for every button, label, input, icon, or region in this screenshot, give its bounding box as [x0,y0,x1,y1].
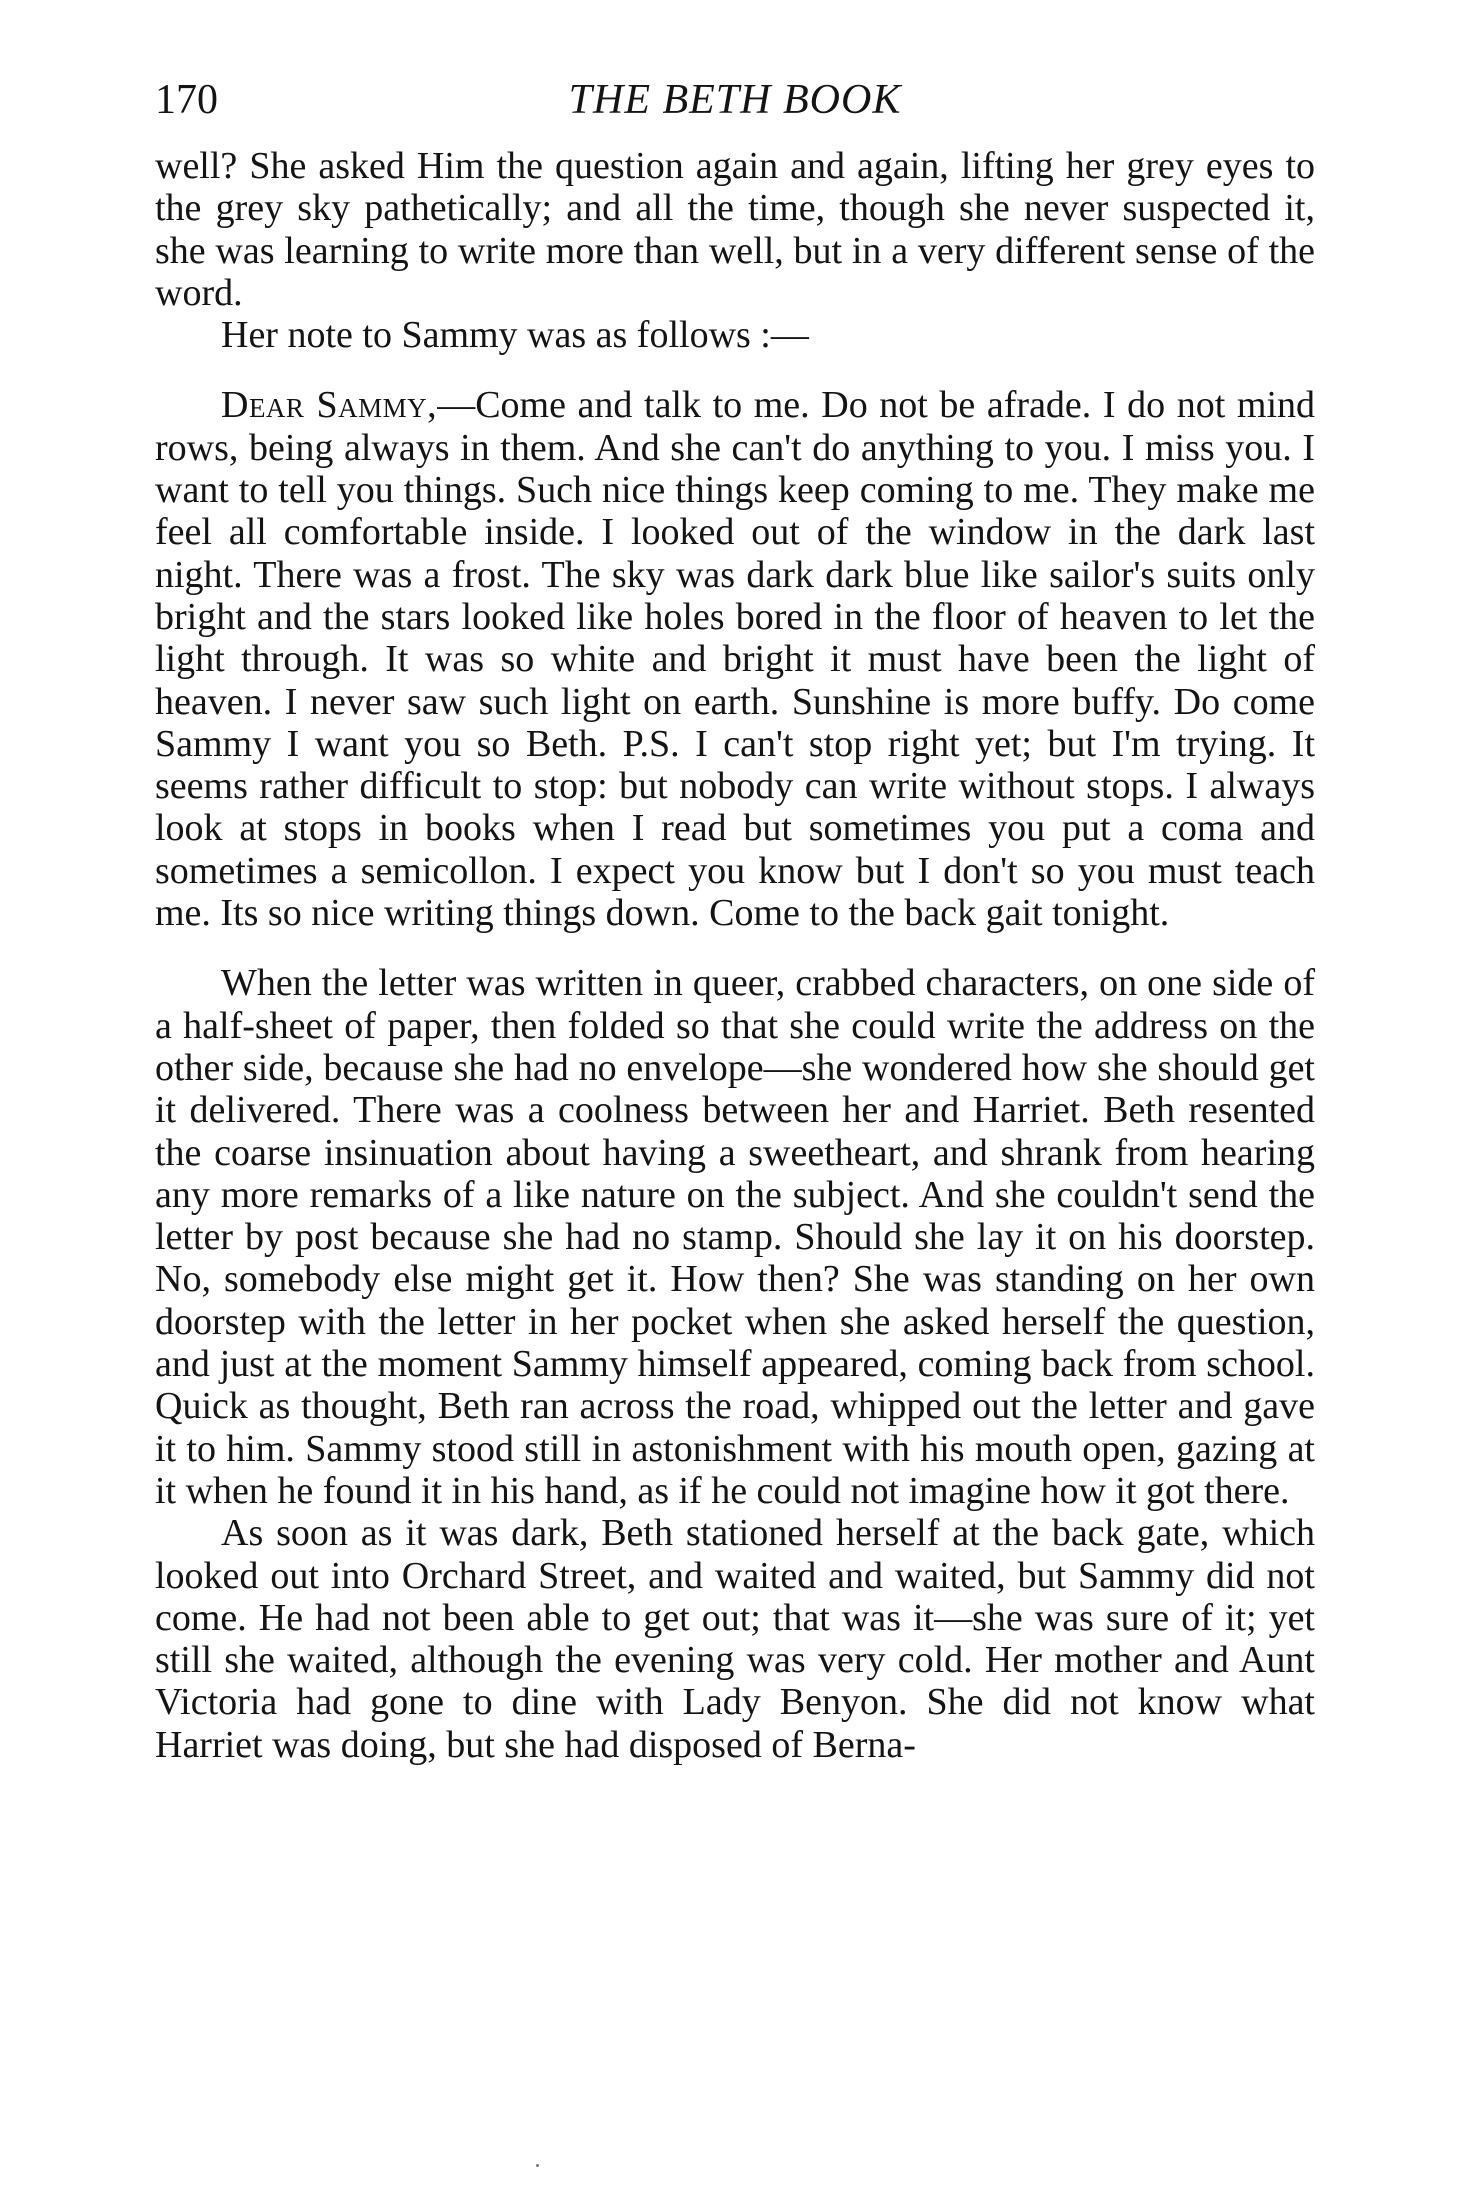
book-title: THE BETH BOOK [568,77,902,123]
paragraph-note-intro: Her note to Sammy was as follows :— [221,314,809,357]
letter-to-sammy [155,384,1315,934]
letter-body: —Come and talk to me. Do not be afrade. I do not mind rows, being always in them. And she can't do anything to you. I miss you. I want to tell you things. Such nice things keep coming to me. They make me feel all comfortable inside. I looked out of the window in the dark last night. There was a frost. The sky was dark dark blue like sailor's suits only bright and the stars looked like holes bored in the floor of heaven to let the light through. It was so white and bright it must have been the light of heaven. I never saw such light on earth. Sunshine is more buffy. Do come Sammy I want you so Beth. P.S. I can't stop right yet; but I'm trying. It seems rather difficult to stop: but nobody can write without stops. I always look at stops in books when I read but sometimes you put a coma and sometimes a semicollon. I expect you know but I don't so you must teach me. Its so nice writing things down. Come to the back gait tonight. [155,384,1315,935]
running-head [155,70,1315,130]
letter-salutation: Dear Sammy, [221,384,438,427]
paragraph-back-gate: As soon as it was dark, Beth stationed herself at the back gate, which looked out into Orchard Street, and waited and waited, but Sammy did not come. He had not been able to get out; that was it—she was sure of it; yet still she waited, although the evening was very cold. Her mother and Aunt Victoria had gone to dine with Lady Benyon. She did not know what Harriet was doing, but she had disposed of Berna- [155,1512,1315,1766]
paragraph-delivery: When the letter was written in queer, crabbed characters, on one side of a half-sheet of paper, then folded so that she could write the address on the other side, because she had no envelope—she wondered how she should get it delivered. There was a coolness between her and Harriet. Beth resented the coarse insinuation about having a sweetheart, and shrank from hearing any more remarks of a like nature on the subject. And she couldn't send the letter by post because she had no stamp. Should she lay it on his doorstep. No, somebody else might get it. How then? She was standing on her own doorstep with the letter in her pocket when she asked herself the question, and just at the moment Sammy himself appeared, coming back from school. Quick as thought, Beth ran across the road, whipped out the letter and gave it to him. Sammy stood still in astonishment with his mouth open, gazing at it when he found it in his hand, as if he could not imagine how it got there. [155,962,1315,1512]
text-block [155,145,1315,1766]
paragraph-continued: well? She asked Him the question again and again, lifting her grey eyes to the grey sky pathetically; and all the time, though she never suspected it, she was learning to write more than well, but in a very different sense of the word. [155,145,1315,314]
paper-speck [536,2164,539,2167]
page-number: 170 [155,77,218,123]
